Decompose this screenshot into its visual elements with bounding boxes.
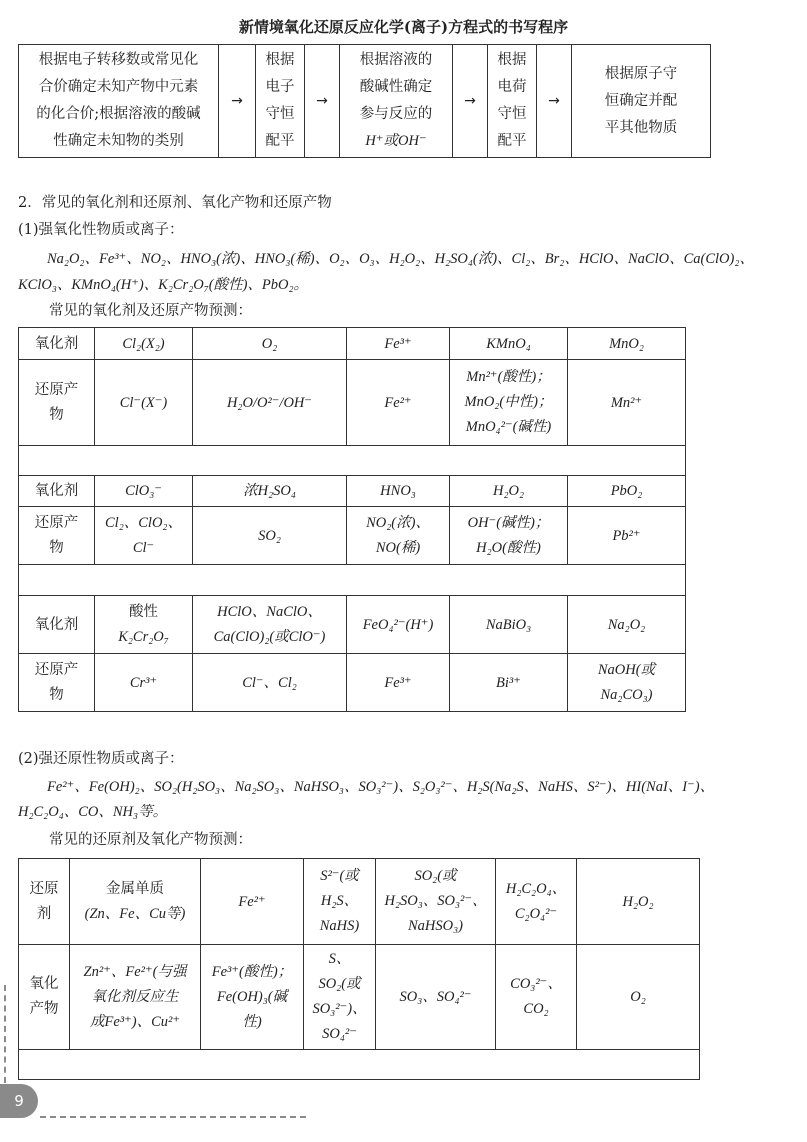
reducer-table	[18, 858, 700, 1080]
oxidizer-cell: Cl₂(X₂)	[95, 328, 193, 360]
page-number: 9	[0, 1084, 38, 1118]
product-cell: Fe²⁺	[347, 360, 450, 446]
product-cell: CO₃²⁻、 CO₂	[496, 945, 577, 1050]
product-cell: Cl₂、ClO₂、 Cl⁻	[95, 507, 193, 565]
oxidizer-cell: MnO₂	[568, 328, 686, 360]
page-border-decoration	[4, 985, 6, 1083]
step-electron-balance: 根据 电子 守恒 配平	[256, 45, 305, 158]
product-cell: Fe³⁺(酸性)； Fe(OH)₃(碱 性)	[201, 945, 304, 1050]
oxidizers-list-continued: KClO₃、KMnO₄(H⁺)、K₂Cr₂O₇(酸性)、PbO₂。	[18, 277, 309, 293]
step-acid-base: 根据溶液的 酸碱性确定 参与反应的 H⁺或OH⁻	[340, 45, 453, 158]
product-cell: Zn²⁺、Fe²⁺(与强 氧化剂反应生 成Fe³⁺)、Cu²⁺	[70, 945, 201, 1050]
oxidizer-cell: H₂O₂	[450, 476, 568, 507]
oxidizer-cell: 酸性 K₂Cr₂O₇	[95, 596, 193, 654]
oxidizer-row	[19, 476, 686, 507]
oxidation-product-row	[19, 945, 700, 1050]
oxidizer-cell: Fe³⁺	[347, 328, 450, 360]
oxidizers-list: Na₂O₂、Fe³⁺、NO₂、HNO₃(浓)、HNO₃(稀)、O₂、O₃、H₂O₂、H₂SO₄(浓)、Cl₂、Br₂、HClO、NaClO、Ca(ClO)₂、	[47, 251, 754, 267]
product-cell: Bi³⁺	[450, 654, 568, 712]
oxidizer-table-caption: 常见的氧化剂及还原产物预测：	[49, 303, 252, 319]
spacer-row	[19, 446, 686, 476]
product-cell: H₂O/O²⁻/OH⁻	[193, 360, 347, 446]
oxidizer-cell: ClO₃⁻	[95, 476, 193, 507]
reduction-product-row	[19, 507, 686, 565]
product-cell: SO₂	[193, 507, 347, 565]
product-cell: S、SO₂(或 SO₃²⁻)、 SO₄²⁻	[304, 945, 376, 1050]
oxidizer-cell: Na₂O₂	[568, 596, 686, 654]
oxidizer-table	[18, 327, 686, 712]
reduction-product-row	[19, 360, 686, 446]
step-atom-balance: 根据原子守 恒确定并配 平其他物质	[572, 45, 711, 158]
oxidizer-cell: HNO₃	[347, 476, 450, 507]
page-title: 新情境氧化还原反应化学(离子)方程式的书写程序	[238, 18, 569, 36]
reducer-table-caption: 常见的还原剂及氧化产物预测：	[49, 832, 252, 848]
row-label: 氧化剂	[19, 328, 95, 360]
product-cell: Cl⁻(X⁻)	[95, 360, 193, 446]
reduction-product-row	[19, 654, 686, 712]
product-cell: O₂	[577, 945, 700, 1050]
oxidizer-cell: FeO₄²⁻(H⁺)	[347, 596, 450, 654]
product-cell: Pb²⁺	[568, 507, 686, 565]
product-cell: Fe³⁺	[347, 654, 450, 712]
oxidizer-row	[19, 596, 686, 654]
subsection-heading-reducers: (2)强还原性物质或离子：	[18, 751, 184, 767]
row-label: 氧化剂	[19, 596, 95, 654]
product-cell: Cr³⁺	[95, 654, 193, 712]
reducer-cell: 金属单质 (Zn、Fe、Cu等)	[70, 859, 201, 945]
step-charge-balance: 根据 电荷 守恒 配平	[488, 45, 537, 158]
product-cell: Cl⁻、Cl₂	[193, 654, 347, 712]
row-label: 还原产 物	[19, 654, 95, 712]
oxidizer-cell: PbO₂	[568, 476, 686, 507]
reducers-list: Fe²⁺、Fe(OH)₂、SO₂(H₂SO₃、Na₂SO₃、NaHSO₃、SO₃²⁻)、S₂O₃²⁻、H₂S(Na₂S、NaHS、S²⁻)、HI(NaI、I⁻)、	[47, 779, 715, 795]
row-label: 氧化 产物	[19, 945, 70, 1050]
step-determine-products: 根据电子转移数或常见化 合价确定未知产物中元素 的化合价;根据溶液的酸碱 性确定未知物的类别	[19, 45, 219, 158]
oxidizer-row	[19, 328, 686, 360]
flow-arrow: →	[537, 45, 572, 158]
product-cell: NO₂(浓)、 NO(稀)	[347, 507, 450, 565]
product-cell: NaOH(或 Na₂CO₃)	[568, 654, 686, 712]
spacer-row	[19, 1050, 700, 1080]
row-label: 还原产 物	[19, 507, 95, 565]
oxidizer-cell: 浓H₂SO₄	[193, 476, 347, 507]
reducer-cell: H₂C₂O₄、 C₂O₄²⁻	[496, 859, 577, 945]
reducer-cell: H₂O₂	[577, 859, 700, 945]
reducer-cell: SO₂(或 H₂SO₃、SO₃²⁻、 NaHSO₃)	[376, 859, 496, 945]
flow-arrow: →	[453, 45, 488, 158]
row-label: 氧化剂	[19, 476, 95, 507]
reducer-cell: S²⁻(或 H₂S、 NaHS)	[304, 859, 376, 945]
reducers-list-continued: H₂C₂O₄、CO、NH₃等。	[18, 804, 168, 820]
product-cell: SO₃、SO₄²⁻	[376, 945, 496, 1050]
page-border-decoration	[40, 1116, 306, 1118]
row-label: 还原产 物	[19, 360, 95, 446]
oxidizer-cell: HClO、NaClO、 Ca(ClO)₂(或ClO⁻)	[193, 596, 347, 654]
product-cell: OH⁻(碱性)； H₂O(酸性)	[450, 507, 568, 565]
product-cell: Mn²⁺(酸性)； MnO₂(中性)； MnO₄²⁻(碱性)	[450, 360, 568, 446]
product-cell: Mn²⁺	[568, 360, 686, 446]
reducer-row	[19, 859, 700, 945]
reducer-cell: Fe²⁺	[201, 859, 304, 945]
subsection-heading-oxidizers: (1)强氧化性物质或离子：	[18, 222, 184, 238]
row-label: 还原 剂	[19, 859, 70, 945]
oxidizer-cell: KMnO₄	[450, 328, 568, 360]
flow-arrow: →	[219, 45, 256, 158]
oxidizer-cell: NaBiO₃	[450, 596, 568, 654]
flow-arrow: →	[305, 45, 340, 158]
section-heading: 2．常见的氧化剂和还原剂、氧化产物和还原产物	[18, 195, 332, 211]
spacer-row	[19, 565, 686, 596]
procedure-flow-table	[18, 44, 711, 158]
oxidizer-cell: O₂	[193, 328, 347, 360]
